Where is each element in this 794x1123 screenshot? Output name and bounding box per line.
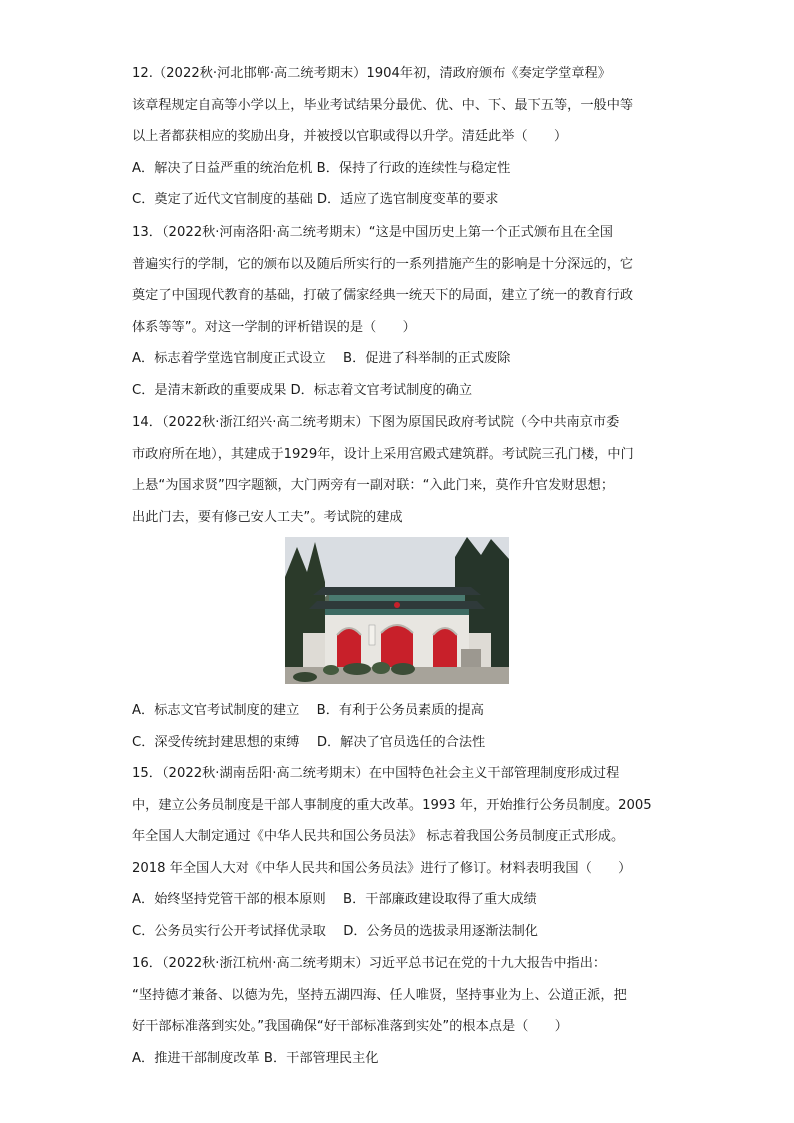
examination-yuan-gate-icon [285,537,509,684]
question-text-line: 2018 年全国人大对《中华人民共和国公务员法》进行了修订。材料表明我国（ ） [132,860,632,876]
question-text-line: “坚持德才兼备、以德为先，坚持五湖四海、任人唯贤，坚持事业为上、公道正派，把 [132,987,627,1003]
answer-options-ab[interactable]: A．解决了日益严重的统治危机 B．保持了行政的连续性与稳定性 [132,160,511,176]
question-text-line: 16．（2022秋·浙江杭州·高二统考期末）习近平总书记在党的十九大报告中指出： [132,956,607,971]
question-14-options [132,695,672,758]
question-text-line: 13．（2022秋·河南洛阳·高二统考期末）“这是中国历史上第一个正式颁布且在全国 [132,225,613,240]
answer-options-cd[interactable]: C．深受传统封建思想的束缚 D．解决了官员选任的合法性 [132,734,486,750]
question-text-line: 12.（2022秋·河北邯郸·高二统考期末）1904年初，清政府颁布《奏定学堂章程》 [132,66,611,81]
question-16 [132,948,672,1074]
question-14 [132,407,672,533]
answer-options-cd[interactable]: C．是清末新政的重要成果 D．标志着文官考试制度的确立 [132,382,473,398]
question-text-line: 出此门去，要有修己安人工夫”。考试院的建成 [132,509,403,525]
question-12 [132,58,672,216]
answer-options-ab[interactable]: A．标志文官考试制度的建立 B．有利于公务员素质的提高 [132,703,484,718]
question-13 [132,217,672,407]
question-text-line: 15．（2022秋·湖南岳阳·高二统考期末）在中国特色社会主义干部管理制度形成过程 [132,766,620,781]
answer-options-cd[interactable]: C．公务员实行公开考试择优录取 D．公务员的选拔录用逐渐法制化 [132,923,538,939]
answer-options-ab[interactable]: A．标志着学堂选官制度正式设立 B．促进了科举制的正式废除 [132,351,511,367]
question-text-line: 14．（2022秋·浙江绍兴·高二统考期末）下图为原国民政府考试院（今中共南京市委 [132,415,620,430]
question-text-line: 奠定了中国现代教育的基础，打破了儒家经典一统天下的局面，建立了统一的教育行政 [132,288,634,304]
question-text-line: 上悬“为国求贤”四字题额，大门两旁有一副对联：“入此门来，莫作升官发财思想； [132,478,615,494]
answer-options-ab[interactable]: A．始终坚持党管干部的根本原则 B．干部廉政建设取得了重大成绩 [132,892,537,908]
answer-options-ab[interactable]: A．推进干部制度改革 B．干部管理民主化 [132,1050,379,1066]
question-15 [132,758,672,948]
answer-options-cd[interactable]: C．奠定了近代文官制度的基础 D．适应了选官制度变革的要求 [132,192,499,208]
question-text-line: 普遍实行的学制，它的颁布以及随后所实行的一系列措施产生的影响是十分深远的，它 [132,256,634,272]
question-text-line: 好干部标准落到实处。”我国确保“好干部标准落到实处”的根本点是（ ） [132,1019,568,1035]
question-text-line: 市政府所在地），其建成于1929年，设计上采用宫殿式建筑群。考试院三孔门楼，中门 [132,446,634,462]
question-text-line: 中，建立公务员制度是干部人事制度的重大改革。1993 年，开始推行公务员制度。2005 [132,797,652,813]
question-text-line: 该章程规定自高等小学以上，毕业考试结果分最优、优、中、下、最下五等，一般中等 [132,97,634,113]
question-text-line: 以上者都获相应的奖励出身，并被授以官职或得以升学。清廷此举（ ） [132,129,568,145]
question-text-line: 年全国人大制定通过《中华人民共和国公务员法》 标志着我国公务员制度正式形成。 [132,829,625,845]
examination-yuan-photo [285,537,509,684]
question-text-line: 体系等等”。对这一学制的评析错误的是（ ） [132,319,416,335]
